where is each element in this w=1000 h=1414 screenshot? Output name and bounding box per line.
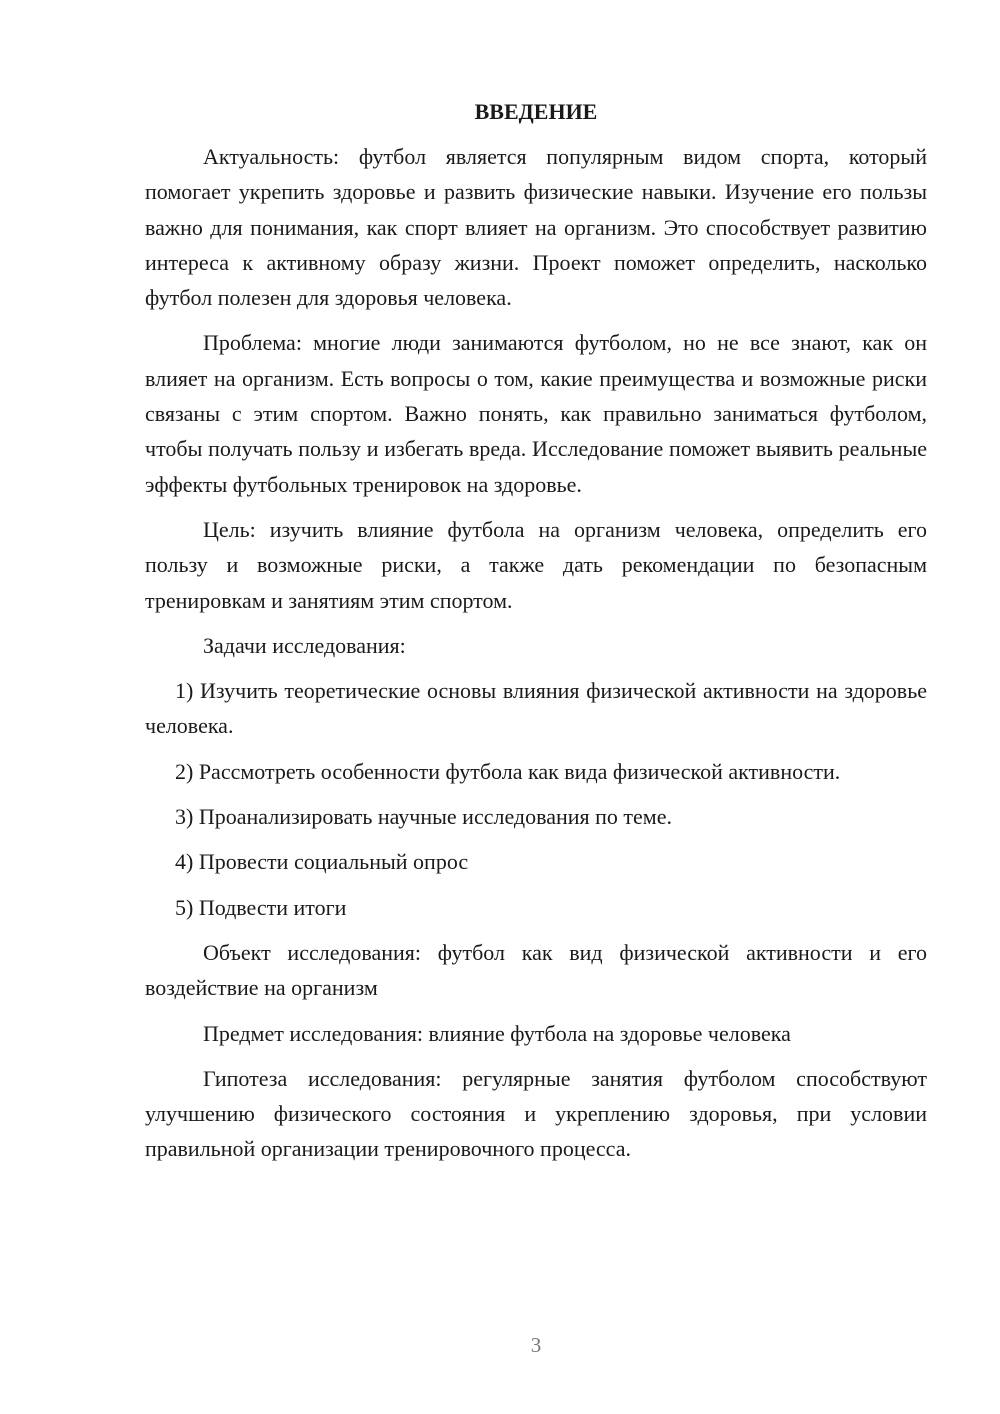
paragraph-goal: Цель: изучить влияние футбола на организм человека, определить его пользу и возможные риски, а также дать рекомендации по безопасным тренировкам и занятиям этим спортом. — [145, 516, 927, 613]
task-item-1: 1) Изучить теоретические основы влияния физической активности на здоровье человека. — [145, 678, 927, 739]
paragraph-subject: Предмет исследования: влияние футбола на здоровье человека — [203, 1020, 791, 1046]
paragraph-problem: Проблема: многие люди занимаются футболом, но не все знают, как он влияет на организм. Есть вопросы о том, какие преимущества и возможные риски связаны с этим спортом. Важно понять, как правильно заниматься футболом, чтобы получать пользу и избегать вреда. Исследование поможет выявить реальные эффекты футбольных тренировок на здоровье. — [145, 330, 927, 497]
tasks-heading: Задачи исследования: — [203, 632, 406, 658]
task-item-2: 2) Рассмотреть особенности футбола как вида физической активности. — [175, 758, 841, 784]
task-item-5: 5) Подвести итоги — [175, 894, 347, 920]
task-item-3: 3) Проанализировать научные исследования по теме. — [175, 804, 672, 830]
document-title: ВВЕДЕНИЕ — [474, 99, 598, 124]
task-item-4: 4) Провести социальный опрос — [175, 849, 469, 875]
page-number: 3 — [530, 1333, 542, 1357]
paragraph-object: Объект исследования: футбол как вид физической активности и его воздействие на организм — [145, 939, 927, 1001]
paragraph-relevance: Актуальность: футбол является популярным видом спорта, который помогает укрепить здоровье и развить физические навыки. Изучение его пользы важно для понимания, как спорт влияет на организм. Это способствует развитию интереса к активному образу жизни. Проект поможет определить, насколько футбол полезен для здоровья человека. — [145, 144, 927, 311]
tasks-list — [145, 673, 927, 925]
paragraph-hypothesis: Гипотеза исследования: регулярные занятия футболом способствуют улучшению физического состояния и укреплению здоровья, при условии правильной организации тренировочного процесса. — [145, 1065, 927, 1162]
document-page — [145, 94, 927, 1177]
